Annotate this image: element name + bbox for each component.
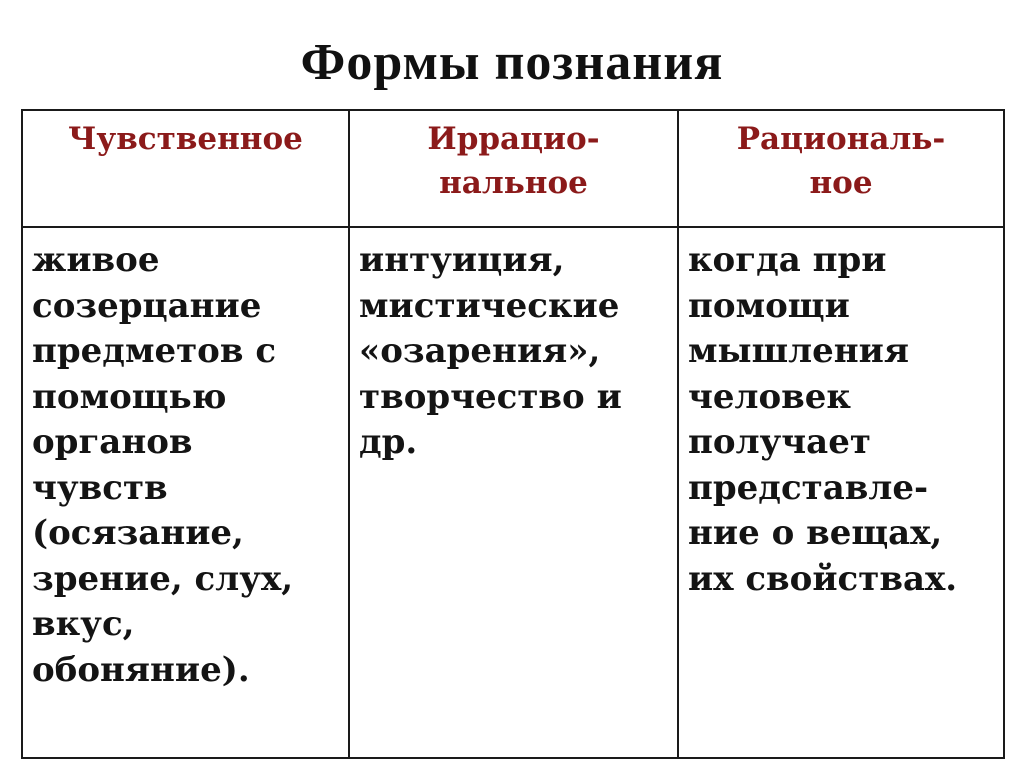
content-row: [22, 227, 1004, 758]
cell-line: когда при: [688, 240, 887, 280]
cell-sensory: [22, 227, 349, 758]
cell-line: ние о вещах,: [688, 513, 943, 553]
cell-line: (осязание,: [32, 513, 244, 553]
header-sensory: [22, 110, 349, 227]
cell-line: обоняние).: [32, 649, 250, 690]
header-line: нальное: [439, 165, 588, 201]
cell-line: зрение, слух,: [32, 558, 294, 599]
cell-line: творчество и: [359, 376, 622, 417]
page-title: Формы познания: [300, 34, 724, 91]
forms-table: [21, 109, 1005, 759]
header-line: Рациональ-: [736, 121, 946, 157]
cell-line: «озарения»,: [359, 331, 601, 371]
cell-line: помощью: [32, 376, 227, 417]
header-line: Иррацио-: [427, 121, 600, 157]
cell-line: мистические: [359, 285, 620, 326]
cell-line: др.: [359, 422, 418, 462]
cell-line: созерцание: [32, 285, 262, 326]
cell-line: помощи: [688, 285, 850, 326]
header-irrational: [349, 110, 678, 227]
header-rational: [678, 110, 1004, 227]
header-line: Чувственное: [68, 121, 303, 157]
cell-line: органов: [32, 422, 193, 462]
cell-line: представле-: [688, 467, 929, 508]
header-line: ное: [809, 165, 873, 201]
cell-line: вкус,: [32, 604, 135, 644]
cell-line: интуиция,: [359, 240, 565, 280]
cell-line: человек: [688, 376, 851, 417]
cell-line: их свойствах.: [688, 558, 958, 599]
cell-irrational: [349, 227, 678, 758]
cell-line: мышления: [688, 331, 909, 371]
cell-line: живое: [32, 240, 160, 280]
cell-line: чувств: [32, 467, 168, 508]
cell-line: получает: [688, 422, 871, 462]
cell-rational: [678, 227, 1004, 758]
header-row: [22, 110, 1004, 227]
cell-line: предметов с: [32, 331, 277, 371]
